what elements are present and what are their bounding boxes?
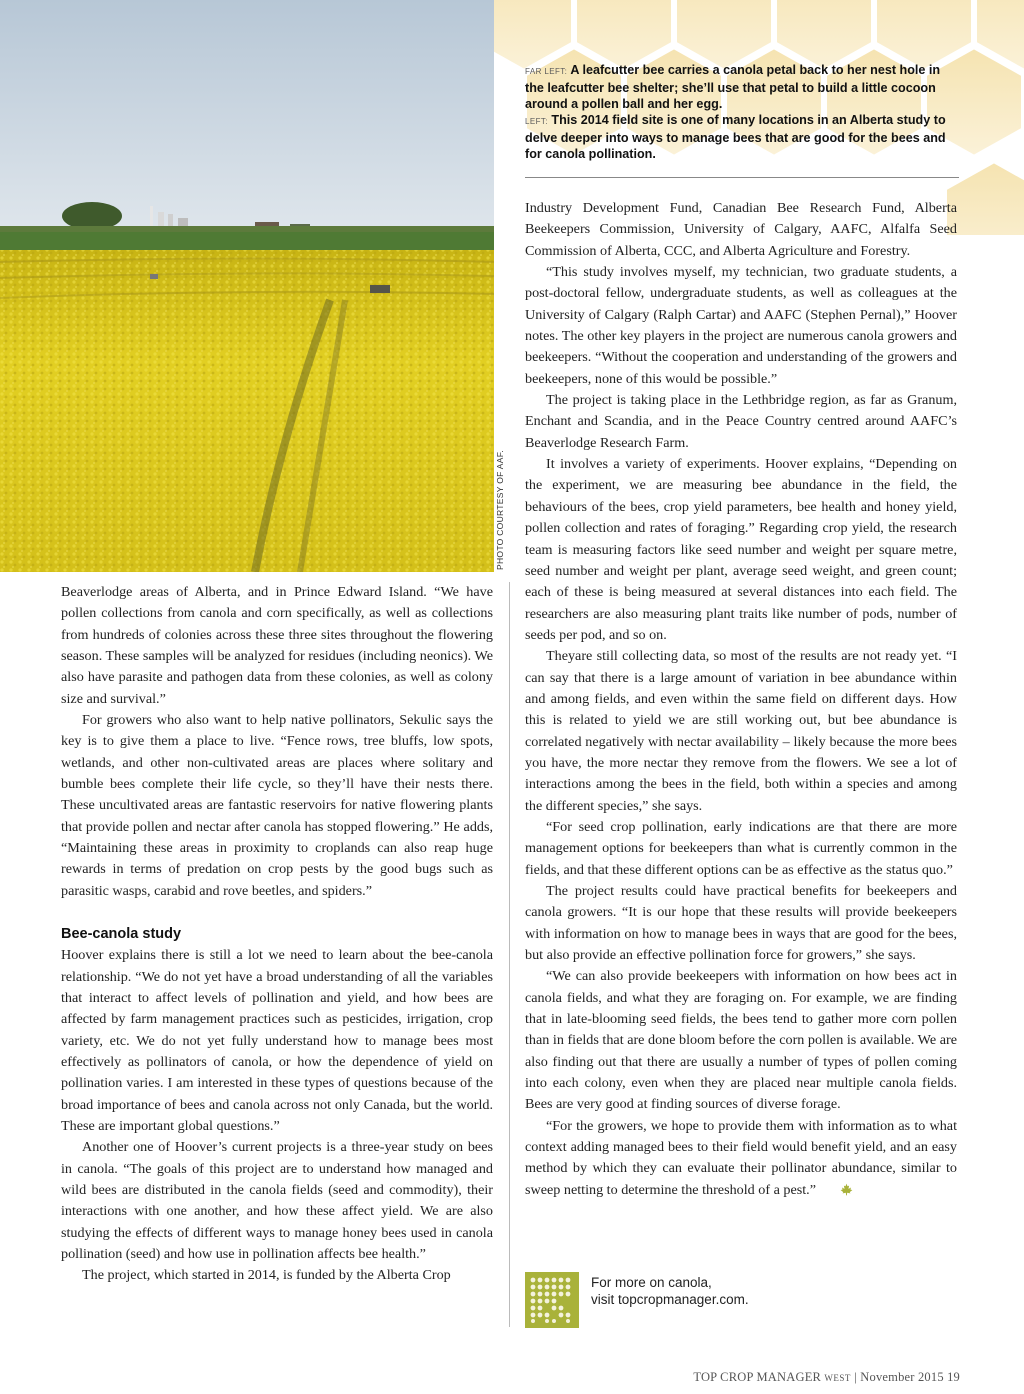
right-paragraph-9	[525, 1116, 957, 1201]
left-paragraph-1: Beaverlodge areas of Alberta, and in Prince Edward Island. “We have pollen collections from canola and corn specifically, as well as collections from hundreds of colonies across these three sites throughout the flowering season. These samples will be analyzed for residues (including neonics). We also have parasite and pathogen data from these colonies, as well as colony size and survival.”	[61, 584, 493, 707]
page-footer	[693, 1370, 960, 1385]
right-paragraph-7: The project results could have practical benefits for beekeepers and canola growers. “It is our hope that these results will provide beekeepers with information on how to manage bees in ways that are good for the bees, but also provide an effective pollination force for growers,” she says.	[525, 883, 957, 964]
right-paragraph-1: Industry Development Fund, Canadian Bee Research Fund, Alberta Beekeepers Commission, University of Calgary, AAFC, Alfalfa Seed Commission of Alberta, CCC, and Alberta Agriculture and Forestry.	[525, 200, 957, 259]
left-paragraph-2: For growers who also want to help native pollinators, Sekulic says the key is to give them a place to live. “Fence rows, tree bluffs, low spots, wetlands, and other non-cultivated areas are places where solitary and bumble bees complete their life cycle, so they’ll have their nests there. These uncultivated areas are fantastic reservoirs for native flowering plants that provide pollen and nectar after canola has stopped flowering.” He adds, “Maintaining these areas in proximity to croplands can also reap huge rewards in terms of predation on crop pests by the good bugs such as parasitic wasps, carabid and rove beetles, and spiders.”	[61, 712, 493, 899]
left-paragraph-3: Hoover explains there is still a lot we need to learn about the bee-canola relationship. “We do not yet have a broad understanding of all the variables that interact to affect levels of pollination and yield, and how bees are affected by farm management practices such as pesticides, irrigation, crop variety, etc. We do not yet fully understand how to manage bees most effectively as pollinators of canola, or how the dependence of yield on pollination varies. I am interested in these types of questions because of the broad importance of bees and canola across not only Canada, but the world. These are important global questions.”	[61, 947, 493, 1134]
caption-far-left	[525, 62, 959, 112]
caption-far-left-label: FAR LEFT:	[525, 67, 568, 76]
more-info-icon	[525, 1272, 579, 1328]
maple-leaf-end-icon	[819, 1182, 832, 1195]
right-paragraph-6: “For seed crop pollination, early indications are that there are more management options for beekeepers than what is currently common in the fields, and that these different options can be as effective as the status quo.”	[525, 818, 957, 878]
footer-separator: |	[854, 1370, 857, 1384]
more-info-line-1: For more on canola,	[591, 1275, 712, 1290]
footer-page-number: 19	[947, 1370, 960, 1384]
caption-divider	[525, 177, 959, 178]
more-info-link[interactable]: visit topcropmanager.com.	[591, 1292, 749, 1307]
right-paragraph-8: “We can also provide beekeepers with information on how bees act in canola fields, and what they are foraging on. For example, we are finding that in late-blooming seed fields, the bees tend to gather more corn pollen than in fields that are done bloom before the corn pollen is available. We are also finding out that there are usually a number of types of pollen coming into each colony, even when they are placed near multiple canola fields. Bees are very good at finding sources of diverse forage.	[525, 968, 957, 1113]
right-paragraph-5: Theyare still collecting data, so most of the results are not ready yet. “I can say that there is a large amount of variation in bee abundance within and among fields, and even within the same field on different days. How this is related to yield we are still working out, but bee abundance is correlated negatively with nectar availability – likely because the more bees you have, the more nectar they remove from the flowers. We see a lot of interactions among the bees in the field, both within a species and among the different species,” she says.	[525, 648, 957, 814]
footer-edition: WEST	[824, 1373, 851, 1383]
right-paragraph-9-text: “For the growers, we hope to provide them with information as to what context adding managed bees to their field would benefit yield, and an easy method by which they can evaluate their pollinator abundance, similar to sweep netting to determine the threshold of a pest.”	[525, 1117, 957, 1198]
right-paragraph-3: The project is taking place in the Lethbridge region, as far as Granum, Enchant and Scandia, and in the Peace Country centred around AAFC’s Beaverlodge Research Farm.	[525, 392, 957, 451]
more-info-text	[591, 1274, 749, 1308]
left-paragraph-5: The project, which started in 2014, is funded by the Alberta Crop	[82, 1267, 451, 1284]
caption-far-left-text: A leafcutter bee carries a canola petal back to her nest hole in the leafcutter bee shelter; she’ll use that petal to build a little cocoon around a pollen ball and her egg.	[525, 63, 941, 111]
caption-left	[525, 112, 959, 162]
column-divider	[509, 582, 510, 1327]
photo-caption	[525, 62, 959, 162]
photo-credit	[494, 450, 508, 570]
left-column	[61, 582, 493, 1287]
left-paragraph-4: Another one of Hoover’s current projects is a three-year study on bees in canola. “The goals of this project are to understand how managed and wild bees are distributed in the canola fields (seed and commodity), their interactions with one another, and how these affect yield. We are also studying the effects of different ways to manage honey bees used in canola pollination (seed) and how use in pollination affects bee health.”	[61, 1139, 493, 1262]
footer-date: November 2015	[860, 1370, 944, 1384]
right-column	[525, 198, 957, 1201]
caption-left-label: LEFT:	[525, 117, 548, 126]
photo-credit-text: PHOTO COURTESY OF AAF.	[495, 450, 505, 570]
right-paragraph-4: It involves a variety of experiments. Hoover explains, “Depending on the experiment, we are measuring bee abundance in the field, the behaviours of the bees, crop yield parameters, bee health and honey yield, pollen collection and rates of foraging.” Regarding crop yield, the research team is measuring factors like seed number and weight per square metre, seed number and weight per plant, average seed weight, and green count; each of these is being measured at several distances into each field. The researchers are also measuring plant traits like number of pods, number of seeds per pod, and so on.	[525, 456, 957, 643]
right-paragraph-2: “This study involves myself, my technician, two graduate students, a post-doctoral fellow, undergraduate students, as well as colleagues at the University of Calgary (Ralph Cartar) and AAFC (Stephen Pernal),” Hoover notes. The other key players in the project are numerous canola growers and beekeepers. “Without the cooperation and understanding of the growers and beekeepers, none of this would be possible.”	[525, 264, 957, 387]
caption-left-text: This 2014 field site is one of many locations in an Alberta study to delve deeper into ways to manage bees that are good for the bees and for canola pollination.	[525, 113, 946, 161]
section-heading-bee-canola: Bee-canola study	[61, 926, 182, 943]
canola-field-photo	[0, 0, 494, 572]
footer-magazine: TOP CROP MANAGER	[693, 1370, 822, 1384]
